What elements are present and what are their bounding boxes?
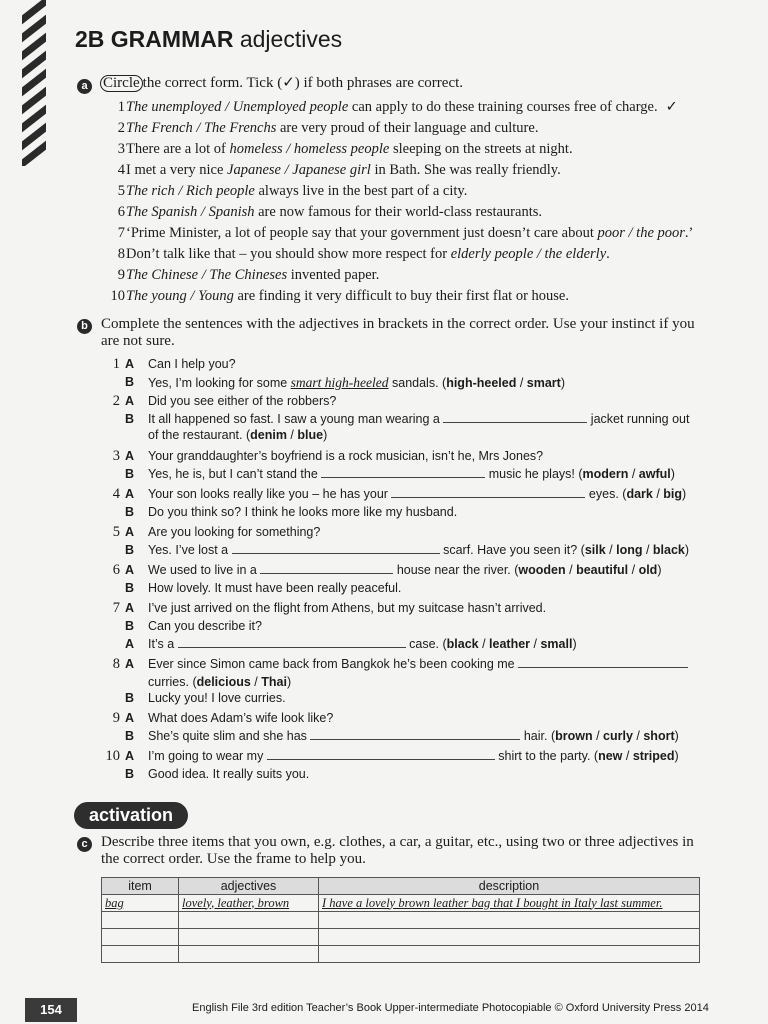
adjective-hint: awful — [638, 467, 671, 481]
line-text: Good idea. It really suits you. — [148, 767, 310, 781]
dialogue-line — [148, 374, 565, 392]
lesson-topic: adjectives — [239, 26, 343, 52]
speaker-label: A — [125, 637, 135, 651]
line-text: Ever since Simon came back from Bangkok he’s been cooking me — [148, 657, 519, 671]
table-header: adjectives — [179, 878, 319, 895]
activation-banner: activation — [74, 802, 188, 829]
table-cell — [179, 946, 319, 963]
decorative-stripes — [22, 0, 46, 166]
line-text: / — [632, 729, 644, 743]
speaker-label: A — [125, 394, 135, 408]
circled-word: Circle — [100, 75, 143, 92]
item-number: 1 — [117, 99, 125, 115]
line-text: music he plays! ( — [485, 467, 583, 481]
item-sentence — [126, 202, 542, 223]
item-number: 4 — [117, 162, 125, 178]
item-number: 1 — [112, 356, 120, 372]
dialogue-line — [148, 466, 675, 483]
adjective-hint: old — [638, 563, 658, 577]
exercise-a-item — [100, 118, 710, 139]
line-text: I’m going to wear my — [148, 749, 267, 763]
line-text: It all happened so fast. I saw a young man wearing a — [148, 412, 444, 426]
item-number: 7 — [112, 600, 120, 616]
example-answer: smart high-heeled — [290, 375, 389, 390]
sentence-text: sleeping on the streets at night. — [389, 141, 573, 157]
speaker-label: A — [125, 357, 135, 371]
exercise-a-item — [100, 286, 710, 307]
answer-blank — [178, 636, 406, 648]
exercise-a-item — [100, 265, 710, 286]
line-text: scarf. Have you seen it? ( — [439, 543, 585, 557]
dialogue-line — [148, 356, 236, 373]
line-text: Can I help you? — [148, 357, 236, 371]
sentence-text: in Bath. She was really friendly. — [370, 162, 561, 178]
line-text: house near the river. ( — [393, 563, 519, 577]
item-number: 6 — [117, 204, 125, 220]
item-sentence — [126, 181, 467, 202]
dialogue-line — [148, 448, 543, 465]
line-text: Your son looks really like you – he has your — [148, 487, 392, 501]
item-number: 3 — [112, 448, 120, 464]
speaker-label: B — [125, 467, 135, 481]
dialogue-line — [148, 710, 333, 727]
speaker-label: A — [125, 711, 135, 725]
sentence-text: are finding it very difficult to buy their first flat or house. — [233, 288, 569, 304]
sentence-text: are very proud of their language and culture. — [276, 120, 539, 136]
table-cell — [102, 929, 179, 946]
line-text: jacket running out — [587, 412, 690, 426]
adjective-hint: modern — [582, 467, 629, 481]
line-text: hair. ( — [520, 729, 556, 743]
line-text: / — [628, 467, 639, 481]
sentence-text: invented paper. — [287, 267, 380, 283]
item-number: 7 — [117, 225, 125, 241]
table-cell: bag — [102, 895, 179, 912]
speaker-label: B — [125, 691, 135, 705]
line-text: How lovely. It must have been really peaceful. — [148, 581, 402, 595]
item-number: 9 — [112, 710, 120, 726]
speaker-label: B — [125, 375, 135, 389]
adjective-hint: leather — [489, 637, 531, 651]
item-number: 8 — [112, 656, 120, 672]
adjective-hint: blue — [297, 428, 324, 442]
line-text: Are you looking for something? — [148, 525, 321, 539]
dialogue-line — [148, 393, 336, 410]
section-c-instruction: Describe three items that you own, e.g. clothes, a car, a guitar, etc., using two or three adjectives in the correct order. Use the frame to help you. — [101, 834, 694, 867]
adjective-hint: black — [652, 543, 685, 557]
adjective-hint: striped — [632, 749, 675, 763]
item-number: 9 — [117, 267, 125, 283]
phrase-choices: The young / Young — [126, 288, 234, 304]
dialogue-line — [148, 580, 401, 597]
adjective-hint: new — [598, 749, 623, 763]
phrase-choices: The French / The Frenchs — [126, 120, 277, 136]
dialogue-line — [148, 524, 320, 541]
table-cell — [179, 912, 319, 929]
line-text: ) — [657, 563, 662, 577]
sentence-text: ‘Prime Minister, a lot of people say that your government just doesn’t care about — [126, 225, 598, 241]
item-sentence — [126, 97, 678, 118]
phrase-choices: Japanese / Japanese girl — [227, 162, 371, 178]
item-sentence — [126, 265, 379, 286]
line-text: / — [652, 487, 664, 501]
line-text: / — [478, 637, 490, 651]
exercise-a-item — [100, 223, 710, 244]
exercise-a-item — [100, 181, 710, 202]
table-cell — [319, 946, 700, 963]
speaker-label: A — [125, 487, 135, 501]
line-text: It’s a — [148, 637, 178, 651]
sentence-text: .’ — [684, 225, 694, 241]
line-text: Your granddaughter’s boyfriend is a rock musician, isn’t he, Mrs Jones? — [148, 449, 544, 463]
dialogue-line — [148, 562, 662, 579]
adjective-hint: delicious — [196, 675, 251, 689]
line-text: Can you describe it? — [148, 619, 262, 633]
line-text: / — [628, 563, 639, 577]
page-title — [75, 26, 342, 53]
dialogue-line — [148, 656, 688, 673]
speaker-label: A — [125, 601, 135, 615]
adjective-hint: smart — [526, 376, 561, 390]
answer-blank — [391, 486, 585, 498]
dialogue-line — [148, 504, 457, 521]
phrase-choices: elderly people / the elderly — [450, 246, 607, 262]
item-number: 10 — [105, 748, 120, 764]
table-cell — [179, 929, 319, 946]
answer-blank — [518, 656, 688, 668]
line-text: sandals. ( — [388, 376, 447, 390]
item-number: 2 — [112, 393, 120, 409]
exercise-a-item — [100, 97, 710, 118]
item-number: 5 — [117, 183, 125, 199]
phrase-choices: The unemployed / Unemployed people — [126, 99, 349, 115]
table-header: item — [102, 878, 179, 895]
line-text: of the restaurant. ( — [148, 428, 251, 442]
lesson-code: 2B — [75, 26, 105, 52]
line-text: / — [565, 563, 577, 577]
speaker-label: B — [125, 412, 135, 426]
line-text: Do you think so? I think he looks more like my husband. — [148, 505, 458, 519]
line-text: She’s quite slim and she has — [148, 729, 311, 743]
table-cell — [102, 912, 179, 929]
page-number: 154 — [25, 998, 77, 1022]
adjective-hint: big — [663, 487, 683, 501]
section-c-badge: c — [77, 837, 92, 852]
table-row — [102, 946, 700, 963]
item-number: 8 — [117, 246, 125, 262]
adjective-hint: beautiful — [576, 563, 629, 577]
exercise-a-item — [100, 244, 710, 265]
dialogue-line — [148, 748, 679, 765]
line-text: Yes, I’m looking for some — [148, 376, 291, 390]
exercise-a-item — [100, 139, 710, 160]
item-sentence — [126, 223, 693, 244]
exercise-a-item — [100, 160, 710, 181]
item-number: 3 — [117, 141, 125, 157]
answer-blank — [443, 411, 587, 423]
speaker-label: A — [125, 563, 135, 577]
section-b-badge: b — [77, 319, 92, 334]
line-text: We used to live in a — [148, 563, 261, 577]
sentence-text: Don’t talk like that – you should show more respect for — [126, 246, 451, 262]
table-header: description — [319, 878, 700, 895]
line-text: ) — [684, 543, 690, 557]
sentence-text: are now famous for their world-class restaurants. — [254, 204, 542, 220]
dialogue-line — [148, 636, 577, 653]
adjective-hint: long — [616, 543, 643, 557]
speaker-label: B — [125, 505, 135, 519]
phrase-choices: The rich / Rich people — [126, 183, 255, 199]
item-number: 6 — [112, 562, 120, 578]
line-text: / — [286, 428, 298, 442]
adjective-hint: denim — [250, 428, 287, 442]
section-a-instruction — [100, 75, 463, 92]
answer-blank — [267, 748, 495, 760]
instruction-text: the correct form. Tick (✓) if both phrases are correct. — [142, 75, 464, 91]
dialogue-line — [148, 486, 686, 503]
speaker-label: B — [125, 729, 135, 743]
adjective-hint: wooden — [518, 563, 566, 577]
table-cell — [319, 929, 700, 946]
speaker-label: A — [125, 525, 135, 539]
line-text: ) — [674, 729, 679, 743]
item-sentence — [126, 118, 538, 139]
adjective-hint: silk — [584, 543, 606, 557]
table-cell: I have a lovely brown leather bag that I bought in Italy last summer. — [319, 895, 700, 912]
adjective-hint: curly — [603, 729, 633, 743]
line-text: What does Adam’s wife look like? — [148, 711, 334, 725]
adjective-hint: small — [540, 637, 573, 651]
speaker-label: B — [125, 767, 135, 781]
line-text: Yes. I’ve lost a — [148, 543, 232, 557]
table-cell — [102, 946, 179, 963]
sentence-text: I met a very nice — [126, 162, 228, 178]
adjective-hint: high-heeled — [446, 376, 517, 390]
item-sentence — [126, 286, 569, 307]
item-number: 10 — [110, 288, 125, 304]
item-number: 4 — [112, 486, 120, 502]
sentence-text: . — [606, 246, 610, 262]
tick-mark: ✓ — [665, 99, 678, 115]
adjective-hint: short — [643, 729, 675, 743]
line-text: / — [516, 376, 527, 390]
exercise-a-list — [100, 97, 710, 307]
line-text: shirt to the party. ( — [494, 749, 599, 763]
speaker-label: A — [125, 749, 135, 763]
section-b-instruction: Complete the sentences with the adjectives in brackets in the correct order. Use your instinct if you are not sure. — [101, 316, 695, 349]
line-text: / — [605, 543, 617, 557]
line-text: case. ( — [405, 637, 447, 651]
phrase-choices: homeless / homeless people — [229, 141, 390, 157]
phrase-choices: The Spanish / Spanish — [126, 204, 255, 220]
dialogue-line — [148, 542, 689, 559]
item-sentence — [126, 139, 573, 160]
adjective-hint: Thai — [261, 675, 287, 689]
dialogue-line — [148, 600, 546, 617]
answer-blank — [260, 562, 393, 574]
table-row — [102, 895, 700, 912]
speaker-label: B — [125, 581, 135, 595]
line-text: / — [592, 729, 604, 743]
speaker-label: B — [125, 619, 135, 633]
line-text: Did you see either of the robbers? — [148, 394, 337, 408]
exercise-a-item — [100, 202, 710, 223]
footer-credit: English File 3rd edition Teacher’s Book Upper-intermediate Photocopiable © Oxford University Press 2014 — [192, 1002, 709, 1014]
speaker-label: A — [125, 657, 135, 671]
line-text: ) — [572, 637, 577, 651]
table-cell: lovely, leather, brown — [179, 895, 319, 912]
dialogue-line — [148, 618, 262, 635]
phrase-choices: poor / the poor — [597, 225, 685, 241]
line-text: / — [250, 675, 262, 689]
item-number: 5 — [112, 524, 120, 540]
line-text: Lucky you! I love curries. — [148, 691, 286, 705]
sentence-text: always live in the best part of a city. — [254, 183, 468, 199]
dialogue-line — [148, 427, 327, 444]
line-text: ) — [674, 749, 679, 763]
description-frame-table — [101, 877, 700, 963]
answer-blank — [321, 466, 485, 478]
dialogue-line — [148, 690, 286, 707]
dialogue-line — [148, 674, 291, 691]
line-text: / — [530, 637, 541, 651]
dialogue-line — [148, 766, 309, 783]
item-number: 2 — [117, 120, 125, 136]
item-sentence — [126, 244, 610, 265]
speaker-label: A — [125, 449, 135, 463]
line-text: ) — [560, 376, 565, 390]
line-text: / — [642, 543, 653, 557]
line-text: curries. ( — [148, 675, 197, 689]
item-sentence — [126, 160, 561, 181]
line-text: ) — [682, 487, 687, 501]
line-text: / — [622, 749, 633, 763]
sentence-text: There are a lot of — [126, 141, 230, 157]
speaker-label: B — [125, 543, 135, 557]
lesson-kind: GRAMMAR — [110, 26, 234, 52]
phrase-choices: The Chinese / The Chineses — [126, 267, 288, 283]
table-cell — [319, 912, 700, 929]
answer-blank — [310, 728, 520, 740]
dialogue-line — [148, 411, 689, 428]
adjective-hint: dark — [626, 487, 653, 501]
adjective-hint: brown — [555, 729, 593, 743]
line-text: eyes. ( — [585, 487, 627, 501]
line-text: Yes, he is, but I can’t stand the — [148, 467, 322, 481]
adjective-hint: black — [446, 637, 479, 651]
line-text: ) — [286, 675, 292, 689]
sentence-text: can apply to do these training courses free of charge. — [348, 99, 658, 115]
answer-blank — [232, 542, 440, 554]
table-row — [102, 929, 700, 946]
section-a-badge: a — [77, 79, 92, 94]
line-text: ) — [670, 467, 675, 481]
dialogue-line — [148, 728, 679, 745]
table-row — [102, 912, 700, 929]
line-text: ) — [323, 428, 328, 442]
line-text: I’ve just arrived on the flight from Athens, but my suitcase hasn’t arrived. — [148, 601, 547, 615]
